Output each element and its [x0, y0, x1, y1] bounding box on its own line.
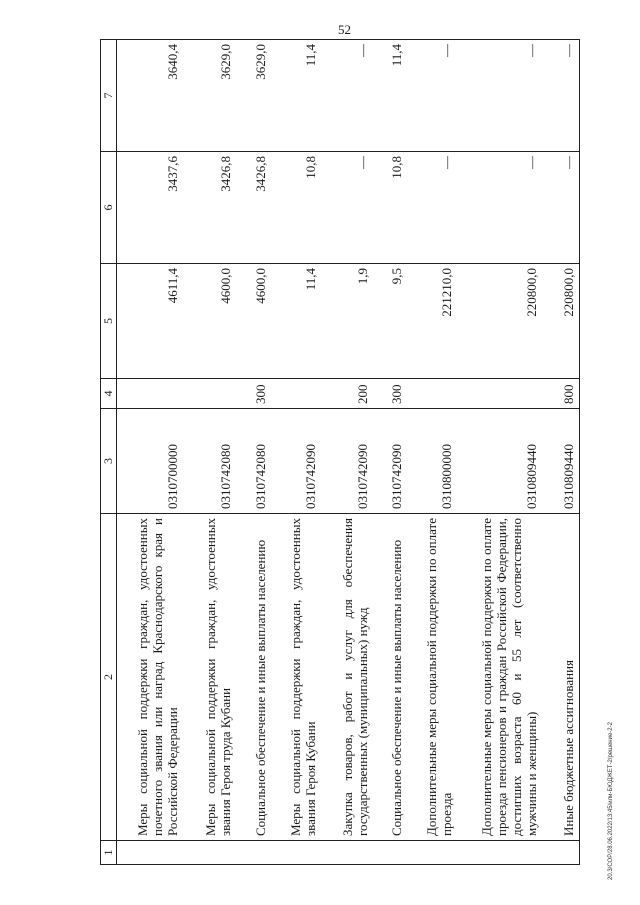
col-header: 6 [101, 152, 117, 264]
row-name: Дополнительные меры социальной поддержки по оплате проезда пенсионеров и граждан Российской Федерации, достигших возраста 60 и 55 лет (соответственно мужчины и женщины) [457, 514, 542, 841]
row-code: 0310742080 [236, 409, 271, 514]
row-value-2024: 3640,4 [117, 40, 183, 152]
budget-table [100, 39, 580, 865]
row-value-2022: 220800,0 [457, 264, 542, 379]
row-value-2022: 4600,0 [183, 264, 236, 379]
row-code: 0310742090 [271, 409, 321, 514]
row-value-2024: 11,4 [373, 40, 407, 152]
row-name: Иные бюджетные ассигнования [542, 514, 580, 841]
row-value-2024: 3629,0 [236, 40, 271, 152]
row-value-2023: 10,8 [271, 152, 321, 264]
col-header: 2 [101, 514, 117, 841]
row-code: 0310809440 [457, 409, 542, 514]
row-value-2022: 1,9 [321, 264, 373, 379]
col-header: 7 [101, 40, 117, 152]
row-code: 0310742090 [321, 409, 373, 514]
table-row [271, 40, 321, 865]
table-row [183, 40, 236, 865]
row-number-cell [321, 841, 373, 865]
row-value-2024: 3629,0 [183, 40, 236, 152]
header-row [101, 40, 117, 865]
row-number-cell [407, 841, 457, 865]
table-row [236, 40, 271, 865]
row-value-2023: — [542, 152, 580, 264]
row-expense-type: 300 [236, 379, 271, 409]
row-name: Меры социальной поддержки граждан, удостоенных почетного звания или наград Краснодарского края и Российской Федерации [117, 514, 183, 841]
row-code: 0310742080 [183, 409, 236, 514]
table-row [542, 40, 580, 865]
row-value-2022: 220800,0 [542, 264, 580, 379]
row-expense-type [271, 379, 321, 409]
row-value-2022: 11,4 [271, 264, 321, 379]
row-value-2023: — [457, 152, 542, 264]
row-name: Социальное обеспечение и иные выплаты населению [373, 514, 407, 841]
row-expense-type [407, 379, 457, 409]
row-value-2023: 3426,8 [183, 152, 236, 264]
col-header: 3 [101, 409, 117, 514]
table-row [321, 40, 373, 865]
table-row [117, 40, 183, 865]
row-value-2022: 4611,4 [117, 264, 183, 379]
row-value-2022: 221210,0 [407, 264, 457, 379]
row-value-2023: 3437,6 [117, 152, 183, 264]
row-value-2024: — [542, 40, 580, 152]
row-name: Социальное обеспечение и иные выплаты населению [236, 514, 271, 841]
row-value-2024: — [321, 40, 373, 152]
row-value-2023: — [321, 152, 373, 264]
row-number-cell [542, 841, 580, 865]
row-expense-type [117, 379, 183, 409]
row-value-2023: 3426,8 [236, 152, 271, 264]
row-number-cell [117, 841, 183, 865]
table-row [373, 40, 407, 865]
row-expense-type: 200 [321, 379, 373, 409]
col-header: 1 [101, 841, 117, 865]
row-number-cell [373, 841, 407, 865]
row-number-cell [457, 841, 542, 865]
row-value-2024: — [407, 40, 457, 152]
row-value-2022: 9,5 [373, 264, 407, 379]
row-code: 0310809440 [542, 409, 580, 514]
page-number: 52 [338, 22, 351, 37]
row-expense-type: 800 [542, 379, 580, 409]
row-value-2023: 10,8 [373, 152, 407, 264]
row-code: 0310800000 [407, 409, 457, 514]
row-number-cell [271, 841, 321, 865]
row-expense-type [183, 379, 236, 409]
col-header: 5 [101, 264, 117, 379]
row-value-2024: — [457, 40, 542, 152]
row-number-cell [236, 841, 271, 865]
row-number-cell [183, 841, 236, 865]
row-code: 0310742090 [373, 409, 407, 514]
table-row [407, 40, 457, 865]
row-name: Закупка товаров, работ и услуг для обеспечения государственных (муниципальных) нужд [321, 514, 373, 841]
row-name: Меры социальной поддержки граждан, удостоенных звания Героя труда Кубани [183, 514, 236, 841]
row-code: 0310700000 [117, 409, 183, 514]
budget-table-rotated [100, 40, 578, 865]
row-name: Меры социальной поддержки граждан, удостоенных звания Героя Кубани [271, 514, 321, 841]
col-header: 4 [101, 379, 117, 409]
row-name: Дополнительные меры социальной поддержки по оплате проезда [407, 514, 457, 841]
row-value-2023: — [407, 152, 457, 264]
row-value-2024: 11,4 [271, 40, 321, 152]
row-expense-type [457, 379, 542, 409]
table-row [457, 40, 542, 865]
row-expense-type: 300 [373, 379, 407, 409]
row-value-2022: 4600,0 [236, 264, 271, 379]
document-footer-id: 20.3/СОР/28.06.2022/13:45/или-БЮДЖЕТ-2/решение-2-2 [608, 722, 614, 880]
